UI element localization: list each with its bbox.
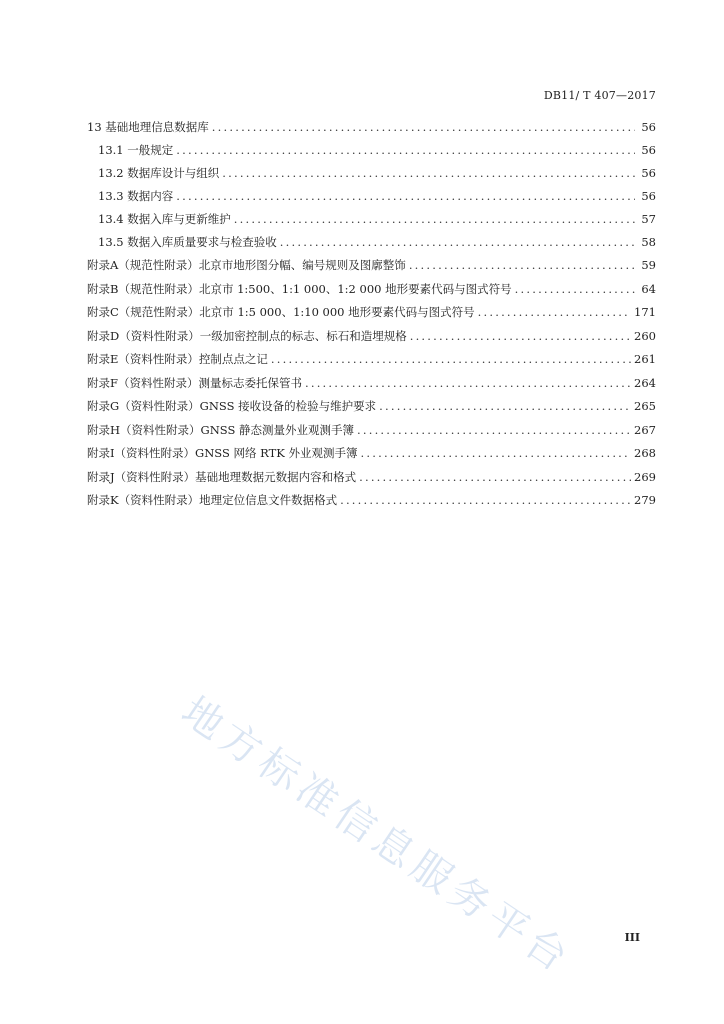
toc-entry[interactable]: [87, 445, 656, 469]
toc-entry-page: 56: [641, 166, 656, 180]
toc-entry-label: 13.5 数据入库质量要求与检查验收: [98, 235, 277, 249]
toc-entry-page: 267: [634, 422, 656, 437]
toc-entry-label: 附录E（资料性附录）控制点点之记: [87, 352, 268, 366]
toc-entry[interactable]: [87, 211, 656, 234]
toc-entry-label: 附录H（资料性附录）GNSS 静态测量外业观测手簿: [87, 422, 354, 437]
toc-entry-page: 264: [634, 375, 656, 390]
toc-entry-label: 13 基础地理信息数据库: [87, 120, 209, 134]
toc-entry-label: 附录J（资料性附录）基础地理数据元数据内容和格式: [87, 469, 357, 484]
toc-entry-page: 59: [641, 258, 656, 272]
toc-leader-dots: [176, 189, 635, 203]
toc-entry[interactable]: [87, 328, 656, 352]
toc-leader-dots: [409, 258, 635, 272]
toc-entry-page: 58: [641, 235, 656, 249]
toc-entry-label: 附录F（资料性附录）测量标志委托保管书: [87, 375, 302, 390]
toc-leader-dots: [212, 120, 635, 134]
toc-entry-page: 57: [641, 212, 656, 226]
toc-entry-page: 279: [634, 493, 656, 507]
toc-entry-page: 56: [641, 120, 656, 134]
toc-entry[interactable]: [87, 119, 656, 142]
toc-leader-dots: [361, 446, 632, 460]
toc-entry[interactable]: [87, 469, 656, 493]
watermark: 地方标准信息服务平台: [173, 688, 581, 984]
toc-entry[interactable]: [87, 165, 656, 188]
toc-leader-dots: [379, 399, 631, 413]
toc-entry-label: 附录B（规范性附录）北京市 1:500、1:1 000、1:2 000 地形要素代码与图式符号: [87, 281, 512, 296]
toc-leader-dots: [515, 282, 635, 296]
toc-entry[interactable]: [87, 375, 656, 399]
toc-entry-page: 268: [634, 446, 656, 460]
toc-entry-label: 13.4 数据入库与更新维护: [98, 212, 231, 226]
toc-entry-label: 13.1 一般规定: [98, 143, 174, 157]
toc-entry-label: 13.3 数据内容: [98, 189, 174, 203]
toc-entry-label: 附录K（资料性附录）地理定位信息文件数据格式: [87, 493, 338, 507]
toc-leader-dots: [280, 235, 635, 249]
toc-leader-dots: [271, 352, 631, 366]
toc-entry[interactable]: [87, 188, 656, 211]
toc-entry[interactable]: [87, 492, 656, 516]
toc-entry[interactable]: [87, 351, 656, 375]
toc-entry-page: 260: [634, 328, 656, 343]
toc-entry[interactable]: [87, 234, 656, 257]
toc-leader-dots: [176, 143, 635, 157]
toc-entry-label: 13.2 数据库设计与组织: [98, 166, 220, 180]
toc-entry[interactable]: [87, 304, 656, 328]
toc-leader-dots: [222, 166, 635, 180]
toc-entry[interactable]: [87, 142, 656, 165]
document-code: DB11/ T 407—2017: [543, 89, 656, 102]
toc-leader-dots: [305, 376, 631, 390]
table-of-contents: [87, 119, 656, 516]
toc-leader-dots: [357, 423, 631, 437]
toc-leader-dots: [478, 305, 631, 319]
toc-leader-dots: [234, 212, 635, 226]
toc-entry-page: 64: [641, 281, 656, 296]
toc-entry-label: 附录G（资料性附录）GNSS 接收设备的检验与维护要求: [87, 399, 377, 413]
toc-entry-label: 附录I（资料性附录）GNSS 网络 RTK 外业观测手簿: [87, 446, 358, 460]
toc-entry-label: 附录A（规范性附录）北京市地形图分幅、编号规则及图廓整饰: [87, 258, 406, 272]
toc-entry-page: 269: [634, 469, 656, 484]
toc-entry-page: 56: [641, 143, 656, 157]
toc-leader-dots: [410, 329, 631, 343]
toc-entry-page: 56: [641, 189, 656, 203]
toc-entry[interactable]: [87, 422, 656, 446]
toc-entry-label: 附录C（规范性附录）北京市 1:5 000、1:10 000 地形要素代码与图式符号: [87, 305, 475, 319]
toc-leader-dots: [340, 493, 631, 507]
toc-entry[interactable]: [87, 257, 656, 281]
toc-entry-label: 附录D（资料性附录）一级加密控制点的标志、标石和造埋规格: [87, 328, 407, 343]
toc-entry-page: 261: [634, 352, 656, 366]
toc-entry[interactable]: [87, 281, 656, 305]
toc-entry-page: 171: [634, 305, 656, 319]
toc-entry[interactable]: [87, 398, 656, 422]
page-number: III: [624, 931, 640, 944]
toc-leader-dots: [359, 470, 631, 484]
toc-entry-page: 265: [634, 399, 656, 413]
